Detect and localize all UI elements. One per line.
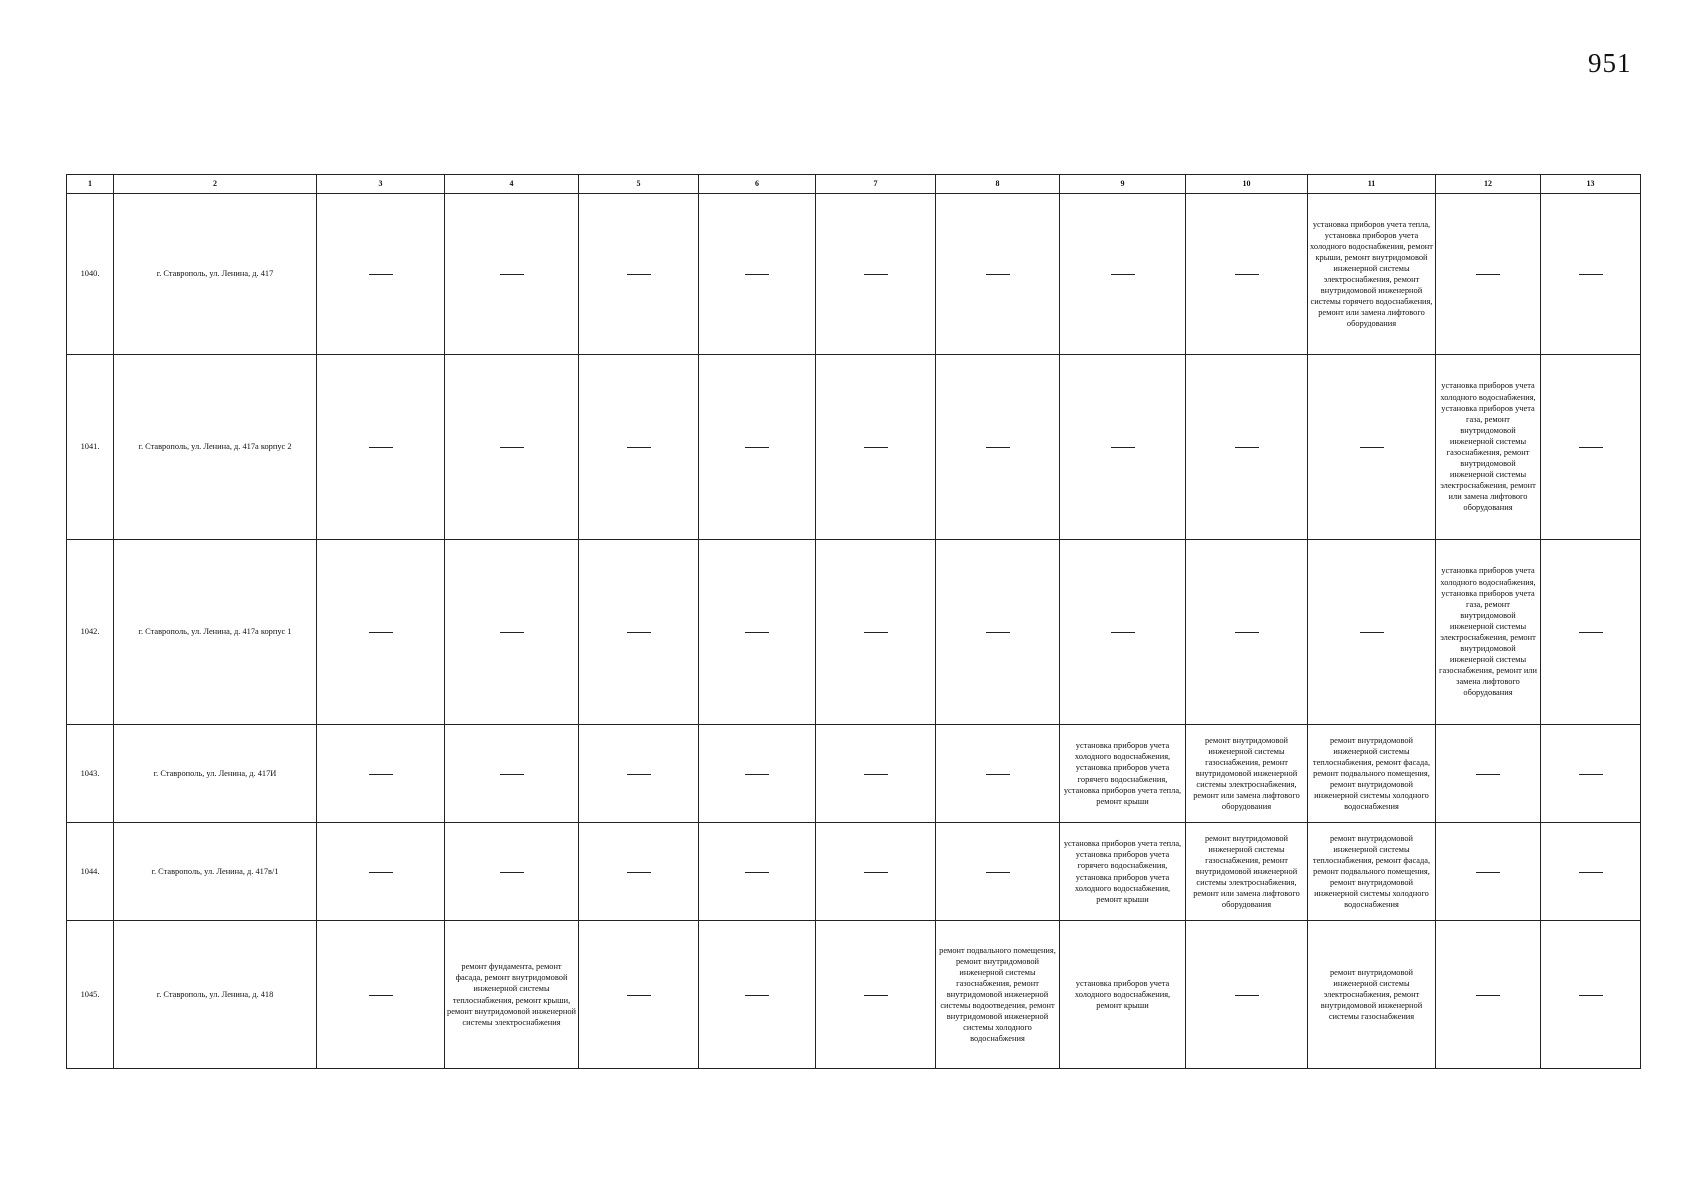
empty-cell bbox=[816, 194, 936, 355]
empty-cell bbox=[317, 540, 445, 725]
row-number: 1044. bbox=[67, 823, 114, 921]
empty-cell bbox=[317, 725, 445, 823]
empty-cell bbox=[1308, 540, 1436, 725]
page-number: 951 bbox=[1588, 48, 1632, 78]
empty-cell bbox=[816, 725, 936, 823]
dash-mark bbox=[1111, 447, 1135, 448]
work-description: установка приборов учета холодного водоснабжения, ремонт крыши bbox=[1074, 978, 1171, 1011]
empty-cell bbox=[816, 823, 936, 921]
empty-cell bbox=[445, 823, 579, 921]
dash-mark bbox=[1579, 447, 1603, 448]
column-number: 3 bbox=[317, 175, 445, 194]
table-row bbox=[67, 194, 1641, 355]
column-number: 11 bbox=[1308, 175, 1436, 194]
table-row bbox=[67, 355, 1641, 540]
empty-cell bbox=[317, 355, 445, 540]
empty-cell bbox=[1436, 921, 1541, 1069]
empty-cell bbox=[317, 921, 445, 1069]
dash-mark bbox=[864, 274, 888, 275]
dash-mark bbox=[745, 447, 769, 448]
column-number: 9 bbox=[1060, 175, 1186, 194]
empty-cell bbox=[579, 921, 699, 1069]
empty-cell bbox=[317, 194, 445, 355]
column-number: 12 bbox=[1436, 175, 1541, 194]
empty-cell bbox=[1541, 194, 1641, 355]
work-description-cell bbox=[1186, 823, 1308, 921]
table-row bbox=[67, 921, 1641, 1069]
work-description-cell bbox=[445, 921, 579, 1069]
empty-cell bbox=[1060, 540, 1186, 725]
empty-cell bbox=[1060, 355, 1186, 540]
work-description: ремонт внутридомовой инженерной системы газоснабжения, ремонт внутридомовой инженерной системы электроснабжения, ремонт или замена лифтового оборудования bbox=[1193, 833, 1300, 910]
dash-mark bbox=[864, 447, 888, 448]
dash-mark bbox=[864, 995, 888, 996]
dash-mark bbox=[1579, 872, 1603, 873]
empty-cell bbox=[1541, 540, 1641, 725]
dash-mark bbox=[986, 447, 1010, 448]
empty-cell bbox=[816, 540, 936, 725]
table-row bbox=[67, 725, 1641, 823]
table-row bbox=[67, 540, 1641, 725]
empty-cell bbox=[579, 823, 699, 921]
dash-mark bbox=[1235, 274, 1259, 275]
work-description-cell bbox=[1308, 194, 1436, 355]
empty-cell bbox=[1436, 725, 1541, 823]
empty-cell bbox=[579, 540, 699, 725]
dash-mark bbox=[1360, 632, 1384, 633]
work-description: установка приборов учета холодного водоснабжения, установка приборов учета газа, ремонт внутридомовой инженерной системы электроснабжения, ремонт внутридомовой инженерной системы газоснабжения, ремонт или замена лифтового оборудования bbox=[1439, 566, 1537, 698]
empty-cell bbox=[936, 355, 1060, 540]
empty-cell bbox=[579, 725, 699, 823]
empty-cell bbox=[1541, 823, 1641, 921]
empty-cell bbox=[1186, 921, 1308, 1069]
dash-mark bbox=[745, 995, 769, 996]
column-number: 7 bbox=[816, 175, 936, 194]
address-cell: г. Ставрополь, ул. Ленина, д. 417И bbox=[114, 725, 317, 823]
work-description-cell bbox=[1308, 725, 1436, 823]
dash-mark bbox=[986, 632, 1010, 633]
dash-mark bbox=[369, 274, 393, 275]
dash-mark bbox=[986, 872, 1010, 873]
work-description: ремонт внутридомовой инженерной системы теплоснабжения, ремонт фасада, ремонт подвального помещения, ремонт внутридомовой инженерной системы холодного водоснабжения bbox=[1312, 833, 1431, 910]
empty-cell bbox=[936, 194, 1060, 355]
empty-cell bbox=[1541, 355, 1641, 540]
column-number: 8 bbox=[936, 175, 1060, 194]
dash-mark bbox=[627, 872, 651, 873]
work-description-cell bbox=[936, 921, 1060, 1069]
empty-cell bbox=[699, 921, 816, 1069]
dash-mark bbox=[1579, 995, 1603, 996]
dash-mark bbox=[627, 447, 651, 448]
column-number: 13 bbox=[1541, 175, 1641, 194]
dash-mark bbox=[745, 774, 769, 775]
dash-mark bbox=[369, 447, 393, 448]
dash-mark bbox=[745, 274, 769, 275]
empty-cell bbox=[1308, 355, 1436, 540]
empty-cell bbox=[936, 540, 1060, 725]
dash-mark bbox=[1476, 995, 1500, 996]
dash-mark bbox=[500, 274, 524, 275]
dash-mark bbox=[986, 274, 1010, 275]
empty-cell bbox=[699, 194, 816, 355]
empty-cell bbox=[445, 355, 579, 540]
row-number: 1040. bbox=[67, 194, 114, 355]
empty-cell bbox=[699, 540, 816, 725]
row-number: 1042. bbox=[67, 540, 114, 725]
empty-cell bbox=[1541, 921, 1641, 1069]
dash-mark bbox=[500, 632, 524, 633]
empty-cell bbox=[317, 823, 445, 921]
column-number: 10 bbox=[1186, 175, 1308, 194]
dash-mark bbox=[1476, 274, 1500, 275]
dash-mark bbox=[986, 774, 1010, 775]
column-number: 1 bbox=[67, 175, 114, 194]
dash-mark bbox=[1235, 447, 1259, 448]
empty-cell bbox=[699, 823, 816, 921]
address-cell: г. Ставрополь, ул. Ленина, д. 417а корпус 2 bbox=[114, 355, 317, 540]
work-description: установка приборов учета тепла, установка приборов учета холодного водоснабжения, ремонт крыши, ремонт внутридомовой инженерной системы электроснабжения, ремонт внутридомовой инженерной системы горячего водоснабжения, ремонт или замена лифтового оборудования bbox=[1310, 219, 1433, 329]
work-description: ремонт фундамента, ремонт фасада, ремонт внутридомовой инженерной системы теплоснабжения, ремонт крыши, ремонт внутридомовой инженерной системы электроснабжения bbox=[447, 962, 577, 1027]
address-cell: г. Ставрополь, ул. Ленина, д. 417в/1 bbox=[114, 823, 317, 921]
empty-cell bbox=[699, 355, 816, 540]
dash-mark bbox=[745, 632, 769, 633]
table-row bbox=[67, 823, 1641, 921]
empty-cell bbox=[445, 194, 579, 355]
column-number: 2 bbox=[114, 175, 317, 194]
column-number: 5 bbox=[579, 175, 699, 194]
work-description-cell bbox=[1436, 540, 1541, 725]
dash-mark bbox=[1579, 274, 1603, 275]
empty-cell bbox=[936, 725, 1060, 823]
empty-cell bbox=[1060, 194, 1186, 355]
work-description: установка приборов учета тепла, установка приборов учета горячего водоснабжения, установка приборов учета холодного водоснабжения, ремонт крыши bbox=[1063, 839, 1182, 904]
work-description-cell bbox=[1186, 725, 1308, 823]
dash-mark bbox=[1235, 995, 1259, 996]
dash-mark bbox=[627, 632, 651, 633]
dash-mark bbox=[1360, 447, 1384, 448]
dash-mark bbox=[864, 872, 888, 873]
address-cell: г. Ставрополь, ул. Ленина, д. 418 bbox=[114, 921, 317, 1069]
work-description-cell bbox=[1308, 823, 1436, 921]
dash-mark bbox=[369, 995, 393, 996]
work-description-cell bbox=[1060, 725, 1186, 823]
column-number: 6 bbox=[699, 175, 816, 194]
work-description: установка приборов учета холодного водоснабжения, установка приборов учета газа, ремонт внутридомовой инженерной системы газоснабжения, ремонт внутридомовой инженерной системы электроснабжения, ремонт или замена лифтового оборудования bbox=[1440, 381, 1536, 513]
empty-cell bbox=[579, 194, 699, 355]
address-cell: г. Ставрополь, ул. Ленина, д. 417а корпус 1 bbox=[114, 540, 317, 725]
work-description: ремонт внутридомовой инженерной системы теплоснабжения, ремонт фасада, ремонт подвального помещения, ремонт внутридомовой инженерной системы холодного водоснабжения bbox=[1312, 735, 1431, 812]
work-description: ремонт внутридомовой инженерной системы газоснабжения, ремонт внутридомовой инженерной системы электроснабжения, ремонт или замена лифтового оборудования bbox=[1193, 735, 1300, 812]
work-description-cell bbox=[1060, 921, 1186, 1069]
empty-cell bbox=[816, 921, 936, 1069]
dash-mark bbox=[500, 774, 524, 775]
work-description: ремонт подвального помещения, ремонт внутридомовой инженерной системы газоснабжения, ремонт внутридомовой инженерной системы водоотведения, ремонт внутридомовой инженерной системы холодного водоснабжения bbox=[939, 945, 1056, 1044]
address-cell: г. Ставрополь, ул. Ленина, д. 417 bbox=[114, 194, 317, 355]
empty-cell bbox=[816, 355, 936, 540]
dash-mark bbox=[1111, 632, 1135, 633]
dash-mark bbox=[500, 872, 524, 873]
dash-mark bbox=[1476, 774, 1500, 775]
work-description-cell bbox=[1436, 355, 1541, 540]
empty-cell bbox=[579, 355, 699, 540]
dash-mark bbox=[1579, 632, 1603, 633]
work-description-cell bbox=[1308, 921, 1436, 1069]
dash-mark bbox=[1235, 632, 1259, 633]
work-description: ремонт внутридомовой инженерной системы электроснабжения, ремонт внутридомовой инженерной системы газоснабжения bbox=[1320, 967, 1423, 1022]
column-number: 4 bbox=[445, 175, 579, 194]
dash-mark bbox=[745, 872, 769, 873]
repair-program-table bbox=[66, 174, 1641, 1069]
dash-mark bbox=[369, 774, 393, 775]
dash-mark bbox=[1579, 774, 1603, 775]
dash-mark bbox=[627, 995, 651, 996]
empty-cell bbox=[1541, 725, 1641, 823]
row-number: 1043. bbox=[67, 725, 114, 823]
dash-mark bbox=[864, 774, 888, 775]
dash-mark bbox=[369, 632, 393, 633]
dash-mark bbox=[500, 447, 524, 448]
dash-mark bbox=[1476, 872, 1500, 873]
empty-cell bbox=[445, 725, 579, 823]
work-description: установка приборов учета холодного водоснабжения, установка приборов учета горячего водоснабжения, установка приборов учета тепла, ремонт крыши bbox=[1063, 741, 1182, 806]
empty-cell bbox=[699, 725, 816, 823]
empty-cell bbox=[445, 540, 579, 725]
empty-cell bbox=[1436, 823, 1541, 921]
empty-cell bbox=[1186, 194, 1308, 355]
dash-mark bbox=[864, 632, 888, 633]
work-description-cell bbox=[1060, 823, 1186, 921]
empty-cell bbox=[1186, 355, 1308, 540]
row-number: 1041. bbox=[67, 355, 114, 540]
dash-mark bbox=[627, 274, 651, 275]
empty-cell bbox=[1186, 540, 1308, 725]
row-number: 1045. bbox=[67, 921, 114, 1069]
dash-mark bbox=[627, 774, 651, 775]
empty-cell bbox=[936, 823, 1060, 921]
empty-cell bbox=[1436, 194, 1541, 355]
dash-mark bbox=[369, 872, 393, 873]
column-number-row bbox=[67, 175, 1641, 194]
dash-mark bbox=[1111, 274, 1135, 275]
